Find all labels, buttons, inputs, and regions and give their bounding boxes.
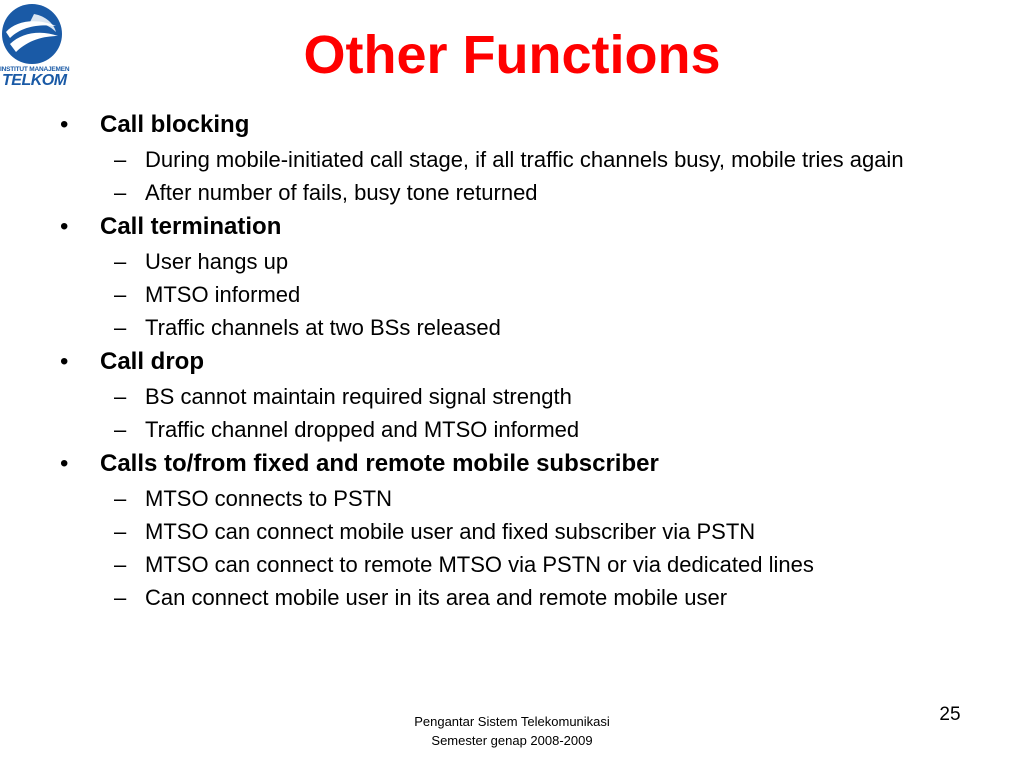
page-number: 25 xyxy=(939,704,961,725)
dash-marker: – xyxy=(114,384,127,409)
sub-item-text: BS cannot maintain required signal strength xyxy=(145,384,572,409)
sub-item-text: MTSO informed xyxy=(145,282,301,307)
sub-item-text: MTSO can connect to remote MTSO via PSTN or via dedicated lines xyxy=(145,552,814,577)
footer-course-name: Pengantar Sistem Telekomunikasi xyxy=(414,714,610,729)
sub-item xyxy=(114,551,975,578)
bullet-heading: Call blocking xyxy=(100,111,250,138)
dash-marker: – xyxy=(114,147,127,172)
bullet-call-blocking xyxy=(60,110,1024,140)
sub-item xyxy=(114,179,975,206)
sub-item xyxy=(114,383,975,410)
bullet-heading: Calls to/from fixed and remote mobile subscriber xyxy=(100,450,659,477)
bullet-heading: Call drop xyxy=(100,348,205,375)
dash-marker: – xyxy=(114,585,127,610)
slide-footer xyxy=(0,712,1024,750)
sub-item xyxy=(114,314,975,341)
dash-marker: – xyxy=(114,315,127,340)
bullet-calls-fixed-remote xyxy=(60,449,1024,479)
sub-item xyxy=(114,584,975,611)
logo-institute-text: INSTITUT MANAJEMEN xyxy=(0,66,70,73)
dash-marker: – xyxy=(114,180,127,205)
sub-item xyxy=(114,248,975,275)
sub-item-text: MTSO connects to PSTN xyxy=(145,486,392,511)
sub-item xyxy=(114,146,975,173)
footer-semester: Semester genap 2008-2009 xyxy=(431,733,593,748)
sub-item-text: During mobile-initiated call stage, if all traffic channels busy, mobile tries again xyxy=(145,147,904,172)
dash-marker: – xyxy=(114,552,127,577)
bullet-marker: • xyxy=(60,450,69,477)
bullet-marker: • xyxy=(60,111,69,138)
bullet-call-termination xyxy=(60,212,1024,242)
sub-item-text: User hangs up xyxy=(145,249,289,274)
dash-marker: – xyxy=(114,249,127,274)
logo-brand-text: TELKOM xyxy=(2,72,67,89)
dash-marker: – xyxy=(114,417,127,442)
sub-item-text: Traffic channels at two BSs released xyxy=(145,315,501,340)
slide-content xyxy=(0,104,1024,611)
dash-marker: – xyxy=(114,486,127,511)
bullet-call-drop xyxy=(60,347,1024,377)
sub-item-text: After number of fails, busy tone returned xyxy=(145,180,538,205)
sub-item xyxy=(114,485,975,512)
sub-item-text: Traffic channel dropped and MTSO informed xyxy=(145,417,580,442)
dash-marker: – xyxy=(114,519,127,544)
bullet-heading: Call termination xyxy=(100,213,282,240)
sub-item xyxy=(114,281,975,308)
sub-item-text: MTSO can connect mobile user and fixed subscriber via PSTN xyxy=(145,519,756,544)
slide-title: Other Functions xyxy=(303,25,721,85)
bullet-marker: • xyxy=(60,348,69,375)
bullet-marker: • xyxy=(60,213,69,240)
sub-item xyxy=(114,416,975,443)
sub-item-text: Can connect mobile user in its area and remote mobile user xyxy=(145,585,728,610)
sub-item xyxy=(114,518,975,545)
dash-marker: – xyxy=(114,282,127,307)
